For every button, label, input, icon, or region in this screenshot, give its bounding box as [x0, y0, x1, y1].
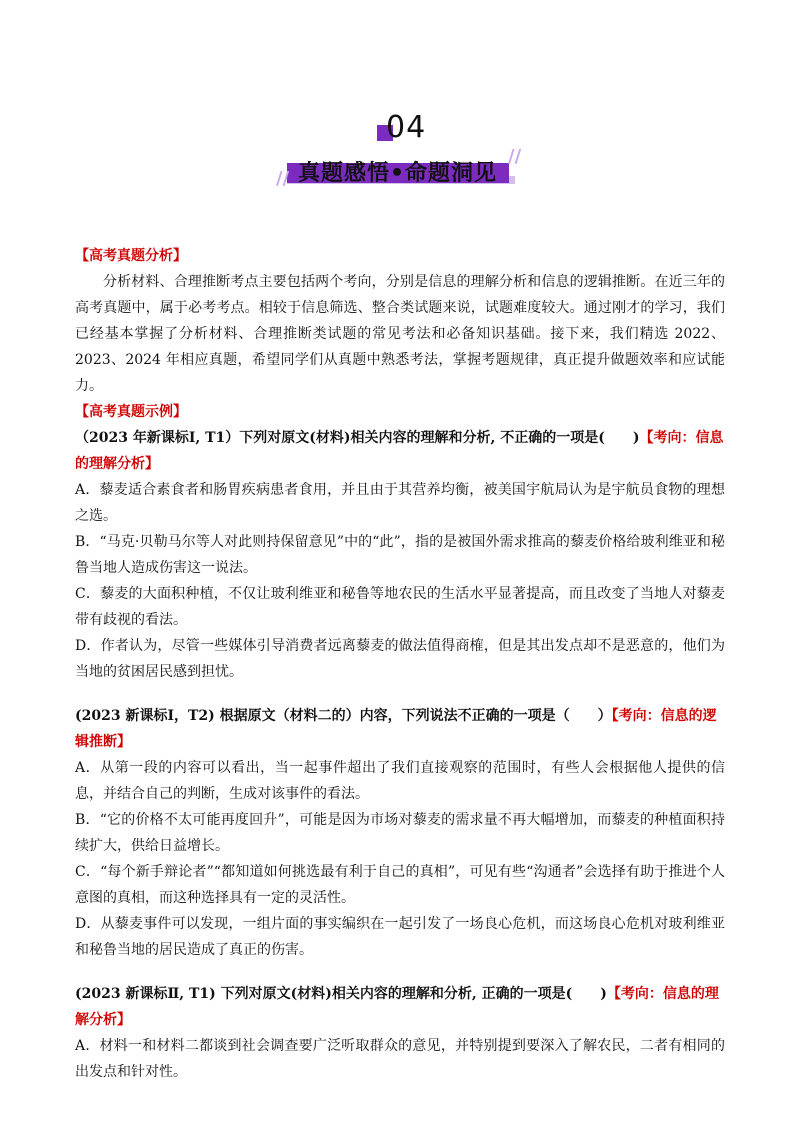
question-tag: 【考向：信息的逻辑推断】: [75, 708, 717, 750]
option-b: B．“马克·贝勒马尔等人对此则持保留意见”中的“此”，指的是被国外需求推高的藜麦价格给玻利维亚和秘鲁当地人造成伤害这一说法。: [75, 534, 725, 576]
question-stem: [75, 425, 725, 477]
option-d: D．从藜麦事件可以发现，一组片面的事实编织在一起引发了一场良心危机，而这场良心危机对玻利维亚和秘鲁当地的居民造成了真正的伤害。: [75, 916, 725, 958]
option-c: C．藜麦的大面积种植，不仅让玻利维亚和秘鲁等地农民的生活水平显著提高，而且改变了当地人对藜麦带有歧视的看法。: [75, 586, 725, 628]
document-body: [75, 243, 725, 1085]
examples-heading: 【高考真题示例】: [75, 404, 187, 420]
question-block: [75, 425, 725, 685]
question-tag: 【考向：信息的理解分析】: [75, 430, 724, 472]
question-tag: 【考向：信息的理解分析】: [75, 986, 719, 1028]
question-stem-text: (2023 新课标Ⅰ，T2) 根据原文（材料二的）内容，下列说法不正确的一项是（ ）: [75, 708, 612, 724]
question-stem: [75, 981, 725, 1033]
question-block: [75, 981, 725, 1085]
option-a: A．藜麦适合素食者和肠胃疾病患者食用，并且由于其营养均衡，被美国宇航局认为是宇航员食物的理想之选。: [75, 482, 725, 524]
question-stem-text: (2023 新课标Ⅱ, T1) 下列对原文(材料)相关内容的理解和分析, 正确的一项是( ): [75, 986, 607, 1002]
question-block: [75, 703, 725, 963]
section-number: 04: [386, 110, 427, 145]
analysis-heading: 【高考真题分析】: [75, 248, 187, 264]
section-title: 真题感悟•命题洞见: [298, 161, 498, 186]
question-stem: [75, 703, 725, 755]
option-d: D．作者认为，尽管一些媒体引导消费者远离藜麦的做法值得商榷，但是其出发点却不是恶意的，他们为当地的贫困居民感到担忧。: [75, 638, 725, 680]
analysis-paragraph: 分析材料、合理推断考点主要包括两个考向，分别是信息的理解分析和信息的逻辑推断。在近三年的高考真题中，属于必考考点。相较于信息筛选、整合类试题来说，试题难度较大。通过刚才的学习，我们已经基本掌握了分析材料、合理推断类试题的常见考法和必备知识基础。接下来，我们精选 2022、2023、2024 年相应真题，希望同学们从真题中熟悉考法，掌握考题规律，真正提升做题效率和应试能力。: [75, 274, 725, 394]
slash-decoration-left: //: [276, 168, 290, 189]
option-a: A．从第一段的内容可以看出，当一起事件超出了我们直接观察的范围时，有些人会根据他人提供的信息，并结合自己的判断，生成对该事件的看法。: [75, 760, 725, 802]
question-stem-text: （2023 年新课标Ⅰ, T1）下列对原文(材料)相关内容的理解和分析, 不正确的一项是( ): [75, 430, 640, 446]
option-a: A．材料一和材料二都谈到社会调查要广泛听取群众的意见，并特别提到要深入了解农民，二者有相同的出发点和针对性。: [75, 1038, 725, 1080]
slash-decoration-right: //: [508, 146, 522, 167]
option-b: B．“它的价格不太可能再度回升”，可能是因为市场对藜麦的需求量不再大幅增加，而藜麦的种植面积持续扩大，供给日益增长。: [75, 812, 725, 854]
option-c: C．“每个新手辩论者”“都知道如何挑选最有利于自己的真相”，可见有些“沟通者”会选择有助于推进个人意图的真相，而这种选择具有一定的灵活性。: [75, 864, 725, 906]
